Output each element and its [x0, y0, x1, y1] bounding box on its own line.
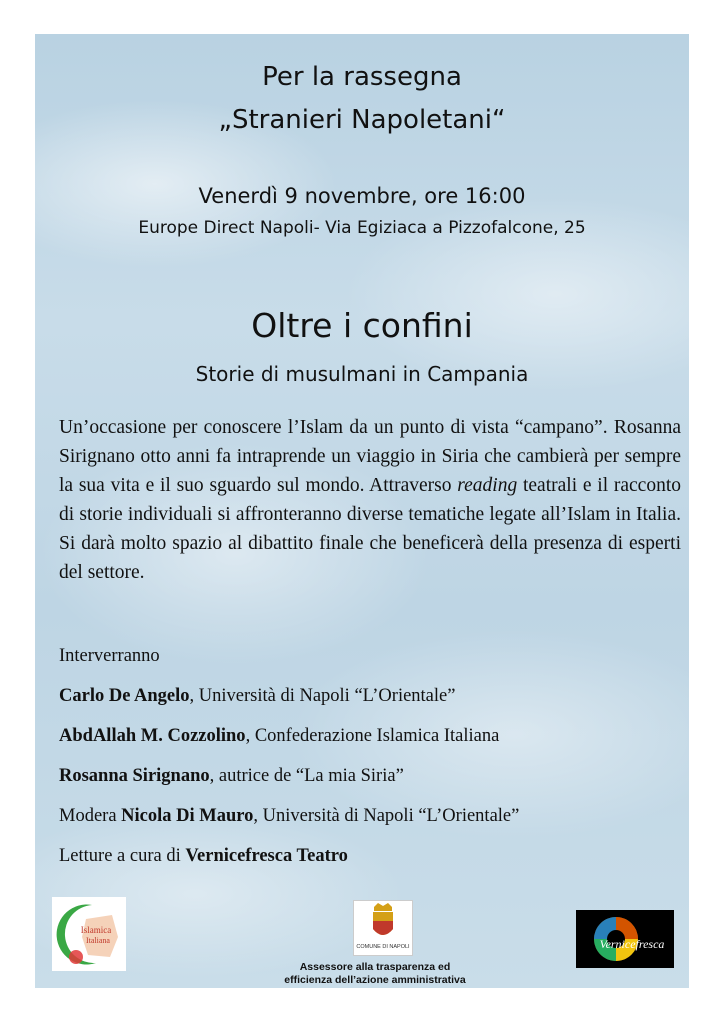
readings-prefix: Letture a cura di [59, 846, 186, 866]
moderator-row [59, 806, 519, 827]
speaker-name: AbdAllah M. Cozzolino [59, 726, 246, 746]
logo-text-islamica: Islamica [80, 925, 112, 935]
speaker-affiliation: , Confederazione Islamica Italiana [245, 726, 500, 746]
speaker-name: Carlo De Angelo [59, 686, 190, 706]
speaker-row [59, 726, 499, 747]
islamica-italiana-logo [52, 897, 126, 971]
poster [35, 34, 689, 988]
assessore-line-1: Assessore alla trasparenza ed [299, 961, 451, 973]
crown-icon [374, 903, 392, 911]
assessore-caption [255, 961, 495, 987]
comune-caption: COMUNE DI NAPOLI [356, 944, 410, 950]
description-part-1: Un’occasione per conoscere l’Islam da un punto di vista “campano”. Rosanna Sirignano otto anni fa intraprende un viaggio in Siria che cambierà per sempre la sua vita e il suo sguardo sul mondo. Attraverso [59, 417, 681, 496]
event-title: Oltre i confini [251, 306, 473, 345]
readings-company: Vernicefresca Teatro [185, 846, 348, 866]
description-italic: reading [457, 475, 518, 496]
series-intro: Per la rassegna [262, 62, 462, 92]
speaker-affiliation: , autrice de “La mia Siria” [209, 766, 404, 786]
vernicefresca-logo [576, 910, 674, 968]
speakers-intro: Interverranno [59, 646, 160, 666]
speaker-row [59, 766, 404, 787]
speaker-row [59, 686, 455, 707]
moderator-affiliation: , Università di Napoli “L’Orientale” [253, 806, 520, 826]
event-venue: Europe Direct Napoli- Via Egiziaca a Pizzofalcone, 25 [138, 218, 586, 238]
moderator-name: Nicola Di Mauro [121, 806, 254, 826]
event-subtitle: Storie di musulmani in Campania [195, 362, 529, 386]
red-dot-icon [69, 950, 83, 964]
event-date: Venerdì 9 novembre, ore 16:00 [198, 184, 526, 208]
series-name: „Stranieri Napoletani“ [218, 105, 506, 135]
readings-row [59, 846, 348, 867]
speaker-affiliation: , Università di Napoli “L’Orientale” [189, 686, 456, 706]
speaker-name: Rosanna Sirignano [59, 766, 210, 786]
vernicefresca-logo-text: Vernicefresca [599, 937, 665, 951]
event-description [59, 413, 681, 587]
logo-text-italiana: Italiana [86, 936, 110, 945]
moderator-prefix: Modera [59, 806, 122, 826]
description-part-2: teatrali e il racconto di storie individuali si affronteranno diverse tematiche legate all’Islam in Italia. Si darà molto spazio al dibattito finale che beneficerà della presenza di esperti del settore. [59, 475, 682, 583]
assessore-line-2: efficienza dell’azione amministrativa [284, 974, 466, 986]
comune-di-napoli-logo [353, 900, 413, 956]
shield-red-half [373, 921, 393, 935]
